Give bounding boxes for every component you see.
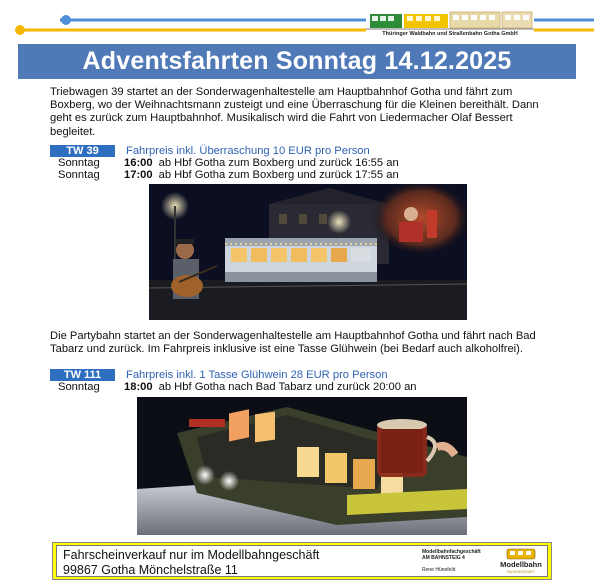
departure-day: Sonntag	[58, 169, 100, 181]
departure-route: ab Hbf Gotha zum Boxberg und zurück 17:55 an	[158, 169, 399, 181]
departure-time: 16:00	[124, 157, 153, 169]
departure-time: 18:00	[124, 381, 153, 393]
shop-owner: Rene Hünefeld	[422, 567, 456, 573]
shop-name-line2: AM BAHNSTEIG 4	[422, 555, 465, 561]
logo-caption: Thüringer Waldbahn und Straßenbahn Gotha GmbH	[382, 31, 518, 37]
tw39-description: Triebwagen 39 startet an der Sonderwagenhaltestelle am Hauptbahnhof Gotha und fährt zum Boxberg, wo der Weihnachtsmann zusteigt und eine Überraschung für die Kleinen bereithält. Dann geht es zurück zum Hauptbahnhof. Musikalisch wird die Fahrt von Liedermacher Olaf Bessert begleitet.	[50, 86, 539, 138]
tw111-badge: TW 111	[50, 369, 115, 381]
tw111-departure-row	[58, 381, 417, 393]
departure-day: Sonntag	[58, 157, 100, 169]
departure-day: Sonntag	[58, 381, 100, 393]
departure-route: ab Hbf Gotha nach Bad Tabarz und zurück 20:00 an	[158, 381, 417, 393]
tw39-fare: Fahrpreis inkl. Überraschung 10 EUR pro Person	[126, 145, 370, 157]
shop-address: 99867 Gotha Mönchelstraße 11	[63, 563, 238, 577]
tw39-departure-row	[58, 157, 399, 169]
tw39-departure-row	[58, 169, 399, 181]
logo-text: Modellbahn	[500, 560, 542, 569]
modellbahn-logo	[497, 548, 545, 575]
ticket-sales-footer	[52, 542, 552, 580]
shop-info	[422, 549, 481, 573]
ticket-sales-note: Fahrscheinverkauf nur im Modellbahngeschäft	[63, 548, 320, 562]
tw39-badge: TW 39	[50, 145, 115, 157]
tw111-description: Die Partybahn startet an der Sonderwagenhaltestelle am Hauptbahnhof Gotha und fährt nach Bad Tabarz und zurück. Im Fahrpreis inklusive ist eine Tasse Glühwein (bei Bedarf auch alkoholfrei).	[50, 330, 536, 356]
departure-time: 17:00	[124, 169, 153, 181]
party-tram-with-mulled-wine-photo	[137, 397, 467, 535]
tw111-fare: Fahrpreis inkl. 1 Tasse Glühwein 28 EUR pro Person	[126, 369, 388, 381]
logo-subtext: FACHGESCHÄFT	[506, 570, 536, 574]
footer-inner-box	[56, 545, 548, 577]
shop-name: Modellbahnfachgeschäft	[422, 549, 481, 555]
departure-route: ab Hbf Gotha zum Boxberg und zurück 16:55 an	[158, 157, 399, 169]
night-tram-with-guitarist-photo	[149, 184, 467, 320]
page-title: Adventsfahrten Sonntag 14.12.2025	[18, 44, 576, 79]
